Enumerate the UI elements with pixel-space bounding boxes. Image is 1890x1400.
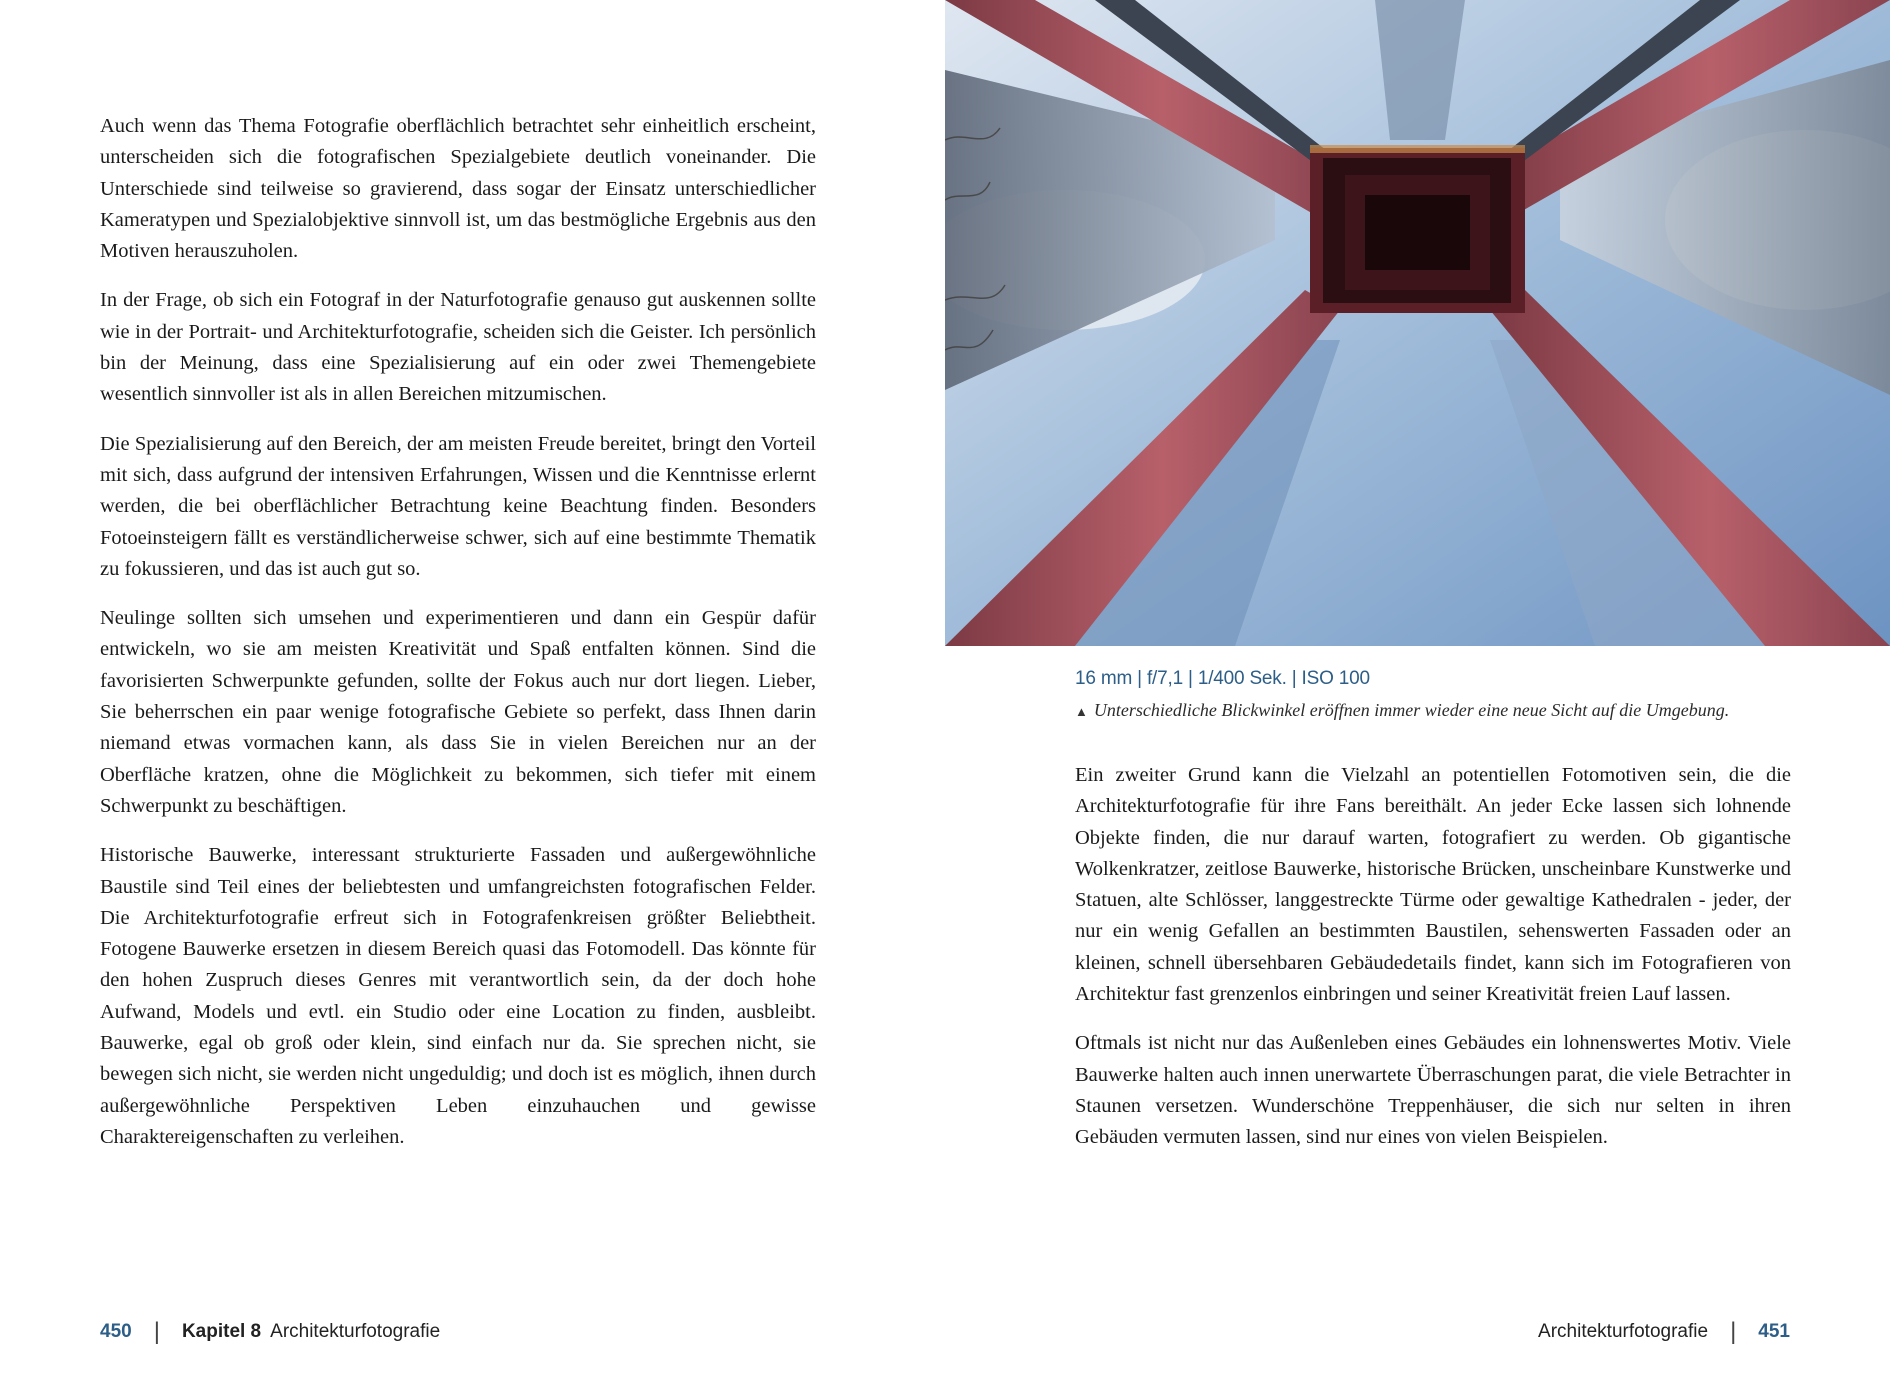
page-number: 451 xyxy=(1758,1321,1790,1342)
photo-illustration xyxy=(945,0,1890,646)
chapter-title: Architekturfotografie xyxy=(270,1321,441,1342)
caption-marker-icon: ▲ xyxy=(1075,704,1088,719)
footer-separator: | xyxy=(1730,1318,1737,1345)
caption-text: Unterschiedliche Blickwinkel eröffnen immer wieder eine neue Sicht auf die Umgebung. xyxy=(1093,700,1730,720)
paragraph: Oftmals ist nicht nur das Außenleben eines Gebäudes ein lohnenswertes Motiv. Viele Bauwerke halten auch innen unerwartete Überraschungen parat, die viele Betrachter in Staunen versetzen. Wunderschöne Treppenhäuser, die sich nur selten in ihren Gebäuden vermuten lassen, sind nur eines von vielen Beispielen. xyxy=(1075,1032,1791,1149)
photo-caption xyxy=(1075,700,1805,721)
paragraph: Die Spezialisierung auf den Bereich, der am meisten Freude bereitet, bringt den Vorteil mit sich, dass aufgrund der intensiven Erfahrungen, Wissen und die Kenntnisse erlernt werden, die bei oberflächlicher Betrachtung keine Beachtung finden. Besonders Fotoeinsteigern fällt es verständlicherweise schwer, sich auf eine bestimmte Thematik zu fokussieren, und das ist auch gut so. xyxy=(100,432,816,580)
architecture-photo xyxy=(945,0,1890,646)
right-page xyxy=(945,0,1890,1400)
paragraph: In der Frage, ob sich ein Fotograf in der Naturfotografie genauso gut auskennen sollte wie in der Portrait- und Architekturfotografie, scheiden sich die Geister. Ich persönlich bin der Meinung, dass eine Spezialisierung auf ein oder zwei Themengebiete wesentlich sinnvoller ist als in allen Bereichen mitzumischen. xyxy=(100,289,816,406)
footer-separator: | xyxy=(153,1318,160,1345)
paragraph: Ein zweiter Grund kann die Vielzahl an potentiellen Fotomotiven sein, die die Architekturfotografie für ihre Fans bereithält. An jeder Ecke lassen sich lohnende Objekte finden, die nur darauf warten, fotografiert zu werden. Ob gigantische Wolkenkratzer, zeitlose Bauwerke, historische Brücken, unscheinbare Kunstwerke und Statuen, alte Schlösser, langgestreckte Türme oder gewaltige Kathedralen - jeder, der nur ein wenig Gefallen an bestimmten Baustilen, sehenswerten Fassaden oder an kleinen, schnell übersehbaren Gebäudedetails findet, kann sich im Fotografieren von Architektur fast grenzenlos einbringen und seiner Kreativität freien Lauf lassen. xyxy=(1075,764,1791,1006)
right-body-text xyxy=(1075,760,1791,1172)
page-number: 450 xyxy=(100,1321,132,1342)
paragraph: Auch wenn das Thema Fotografie oberflächlich betrachtet sehr einheitlich erscheint, unterscheiden sich die fotografischen Spezialgebiete deutlich voneinander. Die Unterschiede sind teilweise so gravierend, dass sogar der Einsatz unterschiedlicher Kameratypen und Spezialobjektive sinnvoll ist, um das bestmögliche Ergebnis aus den Motiven herauszuholen. xyxy=(100,115,816,263)
paragraph: Historische Bauwerke, interessant strukturierte Fassaden und außergewöhnliche Baustile sind Teil eines der beliebtesten und umfangreichsten fotografischen Felder. Die Architekturfotografie erfreut sich in Fotografenkreisen größter Beliebtheit. Fotogene Bauwerke ersetzen in diesem Bereich quasi das Fotomodell. Das könnte für den hohen Zuspruch dieses Genres mit verantwortlich sein, da der doch hohe Aufwand, Models und evtl. ein Studio oder eine Location zu finden, ausbleibt. Bauwerke, egal ob groß oder klein, sind einfach nur da. Sie sprechen nicht, sie bewegen sich nicht, sie werden nicht ungeduldig; und doch ist es möglich, ihnen durch außergewöhnliche Perspektiven Leben einzuhauchen und gewisse Charaktereigenschaften zu verleihen. xyxy=(100,844,816,1148)
right-footer xyxy=(1538,1318,1790,1346)
chapter-title: Architekturfotografie xyxy=(1538,1321,1709,1342)
left-body-text xyxy=(100,111,816,1171)
photo-exif-caption: 16 mm | f/7,1 | 1/400 Sek. | ISO 100 xyxy=(1075,668,1370,689)
paragraph: Neulinge sollten sich umsehen und experimentieren und dann ein Gespür dafür entwickeln, wo sie am meisten Kreativität und Spaß entfalten können. Sind die favorisierten Schwerpunkte gefunden, sollte der Fokus auch nur dort liegen. Lieber, Sie beherrschen ein paar wenige fotografische Gebiete so perfekt, dass Ihnen darin niemand etwas vormachen kann, als dass Sie in vielen Bereichen nur an der Oberfläche kratzen, ohne die Möglichkeit zu bekommen, sich tiefer mit einem Schwerpunkt zu beschäftigen. xyxy=(100,607,816,817)
left-footer xyxy=(100,1318,440,1346)
chapter-label: Kapitel 8 xyxy=(181,1321,262,1342)
